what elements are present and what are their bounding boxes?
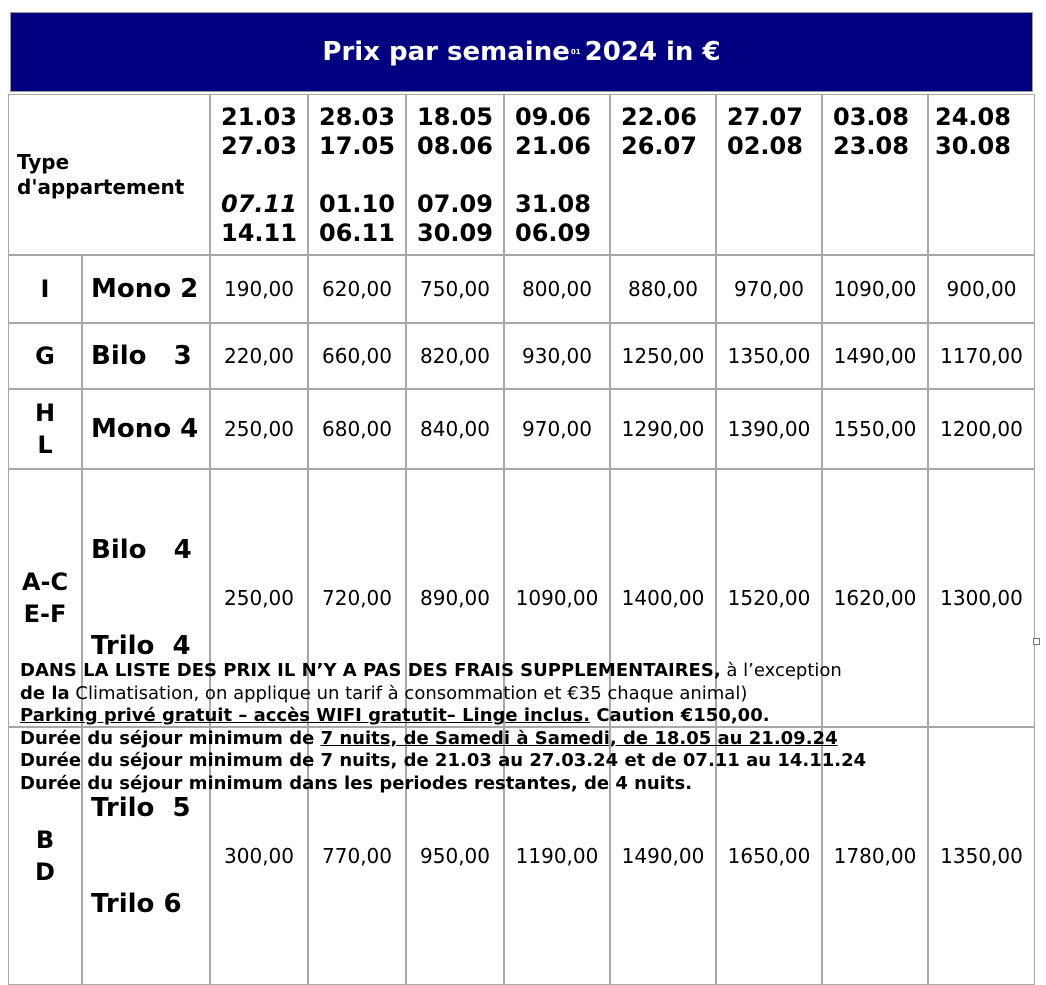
price-cell: 970,00 bbox=[716, 255, 822, 323]
period-header bbox=[928, 94, 1035, 255]
period-header bbox=[610, 94, 716, 255]
apartment-code: G bbox=[8, 323, 82, 389]
price-cell: 880,00 bbox=[610, 255, 716, 323]
price-cell: 1090,00 bbox=[822, 255, 928, 323]
price-cell: 250,00 bbox=[210, 389, 308, 469]
price-table bbox=[8, 94, 1035, 985]
apartment-code: I bbox=[8, 255, 82, 323]
type-header-line2: d'appartement bbox=[17, 174, 185, 199]
period-header bbox=[406, 94, 504, 255]
price-cell: 620,00 bbox=[308, 255, 406, 323]
price-cell: 1390,00 bbox=[716, 389, 822, 469]
price-cell: 820,00 bbox=[406, 323, 504, 389]
period-date: 01.10 bbox=[319, 190, 395, 218]
period-date bbox=[221, 190, 307, 219]
period-date: 28.03 bbox=[319, 103, 395, 131]
price-cell: 1090,00 bbox=[504, 469, 610, 727]
type-header bbox=[8, 94, 210, 255]
apartment-code: H L bbox=[8, 389, 82, 469]
apartment-type: Bilo 3 bbox=[82, 323, 210, 389]
price-cell: 770,00 bbox=[308, 727, 406, 985]
apartment-type: Bilo 4 Trilo 4 bbox=[82, 469, 210, 727]
period-date: 30.09 bbox=[417, 219, 493, 247]
period-date: 06.09 bbox=[515, 219, 591, 247]
price-cell: 220,00 bbox=[210, 323, 308, 389]
price-cell: 300,00 bbox=[210, 727, 308, 985]
title-main: Prix par semaine bbox=[322, 37, 570, 67]
period-date: 27.03 bbox=[221, 132, 297, 160]
terms-notes bbox=[20, 660, 1030, 795]
period-date: 24.08 bbox=[935, 103, 1011, 131]
period-date: 17.05 bbox=[319, 132, 395, 160]
period-header bbox=[822, 94, 928, 255]
price-cell: 250,00 bbox=[210, 469, 308, 727]
price-cell: 1490,00 bbox=[822, 323, 928, 389]
price-cell: 900,00 bbox=[928, 255, 1035, 323]
period-date: 18.05 bbox=[417, 103, 493, 131]
price-cell: 1400,00 bbox=[610, 469, 716, 727]
price-cell: 720,00 bbox=[308, 469, 406, 727]
note-line: Parking privé gratuit – accès WIFI gratutit– Linge inclus. Caution €150,00. bbox=[20, 705, 770, 726]
period-date: 03.08 bbox=[833, 103, 909, 131]
period-date: 08.06 bbox=[417, 132, 493, 160]
price-cell: 1650,00 bbox=[716, 727, 822, 985]
price-cell: 680,00 bbox=[308, 389, 406, 469]
price-cell: 1350,00 bbox=[928, 727, 1035, 985]
apartment-type: Trilo 5 Trilo 6 bbox=[82, 727, 210, 985]
price-cell: 1190,00 bbox=[504, 727, 610, 985]
table-row bbox=[8, 255, 1035, 323]
price-cell: 800,00 bbox=[504, 255, 610, 323]
price-cell: 1550,00 bbox=[822, 389, 928, 469]
price-cell: 750,00 bbox=[406, 255, 504, 323]
apartment-code: B D bbox=[8, 727, 82, 985]
price-cell: 890,00 bbox=[406, 469, 504, 727]
period-date: 09.06 bbox=[515, 103, 591, 131]
table-row bbox=[8, 323, 1035, 389]
price-cell: 1170,00 bbox=[928, 323, 1035, 389]
period-date: 06.11 bbox=[319, 219, 395, 247]
period-date: 07.09 bbox=[417, 190, 493, 218]
note-line: de la Climatisation, on applique un tarif à consommation et €35 chaque animal) bbox=[20, 682, 748, 704]
apartment-code: A-C E-F bbox=[8, 469, 82, 727]
note-line: Durée du séjour minimum dans les periodes restantes, de 4 nuits. bbox=[20, 772, 693, 794]
price-cell: 1290,00 bbox=[610, 389, 716, 469]
note-line: Durée du séjour minimum de 7 nuits, de 21.03 au 27.03.24 et de 07.11 au 14.11.24 bbox=[20, 750, 867, 771]
period-date: 21.06 bbox=[515, 132, 591, 160]
price-cell: 1250,00 bbox=[610, 323, 716, 389]
price-cell: 1490,00 bbox=[610, 727, 716, 985]
table-row bbox=[8, 389, 1035, 469]
note-line: DANS LA LISTE DES PRIX IL N’Y A PAS DES FRAIS SUPPLEMENTAIRES, à l’exception bbox=[20, 660, 842, 681]
note-line: Durée du séjour minimum de 7 nuits, de Samedi à Samedi, de 18.05 au 21.09.24 bbox=[20, 727, 838, 749]
table-resize-handle[interactable] bbox=[1033, 638, 1040, 645]
period-date: 02.08 bbox=[727, 132, 803, 160]
price-cell: 1200,00 bbox=[928, 389, 1035, 469]
period-header bbox=[210, 94, 308, 255]
price-cell: 1780,00 bbox=[822, 727, 928, 985]
price-cell: 660,00 bbox=[308, 323, 406, 389]
period-date: 14.11 bbox=[221, 219, 297, 247]
period-header bbox=[716, 94, 822, 255]
period-header bbox=[308, 94, 406, 255]
apartment-type: Mono 4 bbox=[82, 389, 210, 469]
period-date: 31.08 bbox=[515, 190, 591, 218]
period-header bbox=[504, 94, 610, 255]
title-sub: 01 bbox=[570, 48, 581, 56]
period-date: 30.08 bbox=[935, 132, 1011, 160]
price-cell: 930,00 bbox=[504, 323, 610, 389]
price-cell: 950,00 bbox=[406, 727, 504, 985]
period-date: 26.07 bbox=[621, 132, 697, 160]
price-cell: 190,00 bbox=[210, 255, 308, 323]
title-rest: 2024 in € bbox=[584, 37, 721, 67]
price-table-title bbox=[10, 12, 1033, 92]
price-cell: 840,00 bbox=[406, 389, 504, 469]
price-cell: 1350,00 bbox=[716, 323, 822, 389]
period-date: 23.08 bbox=[833, 132, 909, 160]
price-cell: 1300,00 bbox=[928, 469, 1035, 727]
price-cell: 970,00 bbox=[504, 389, 610, 469]
price-cell: 1620,00 bbox=[822, 469, 928, 727]
price-cell: 1520,00 bbox=[716, 469, 822, 727]
period-date: 21.03 bbox=[221, 103, 297, 131]
apartment-type: Mono 2 bbox=[82, 255, 210, 323]
type-header-line1: Type bbox=[17, 149, 70, 174]
header-row bbox=[8, 94, 1035, 255]
period-date: 22.06 bbox=[621, 103, 697, 131]
period-date: 27.07 bbox=[727, 103, 803, 131]
period-date-italic: 07.11 bbox=[221, 190, 297, 218]
